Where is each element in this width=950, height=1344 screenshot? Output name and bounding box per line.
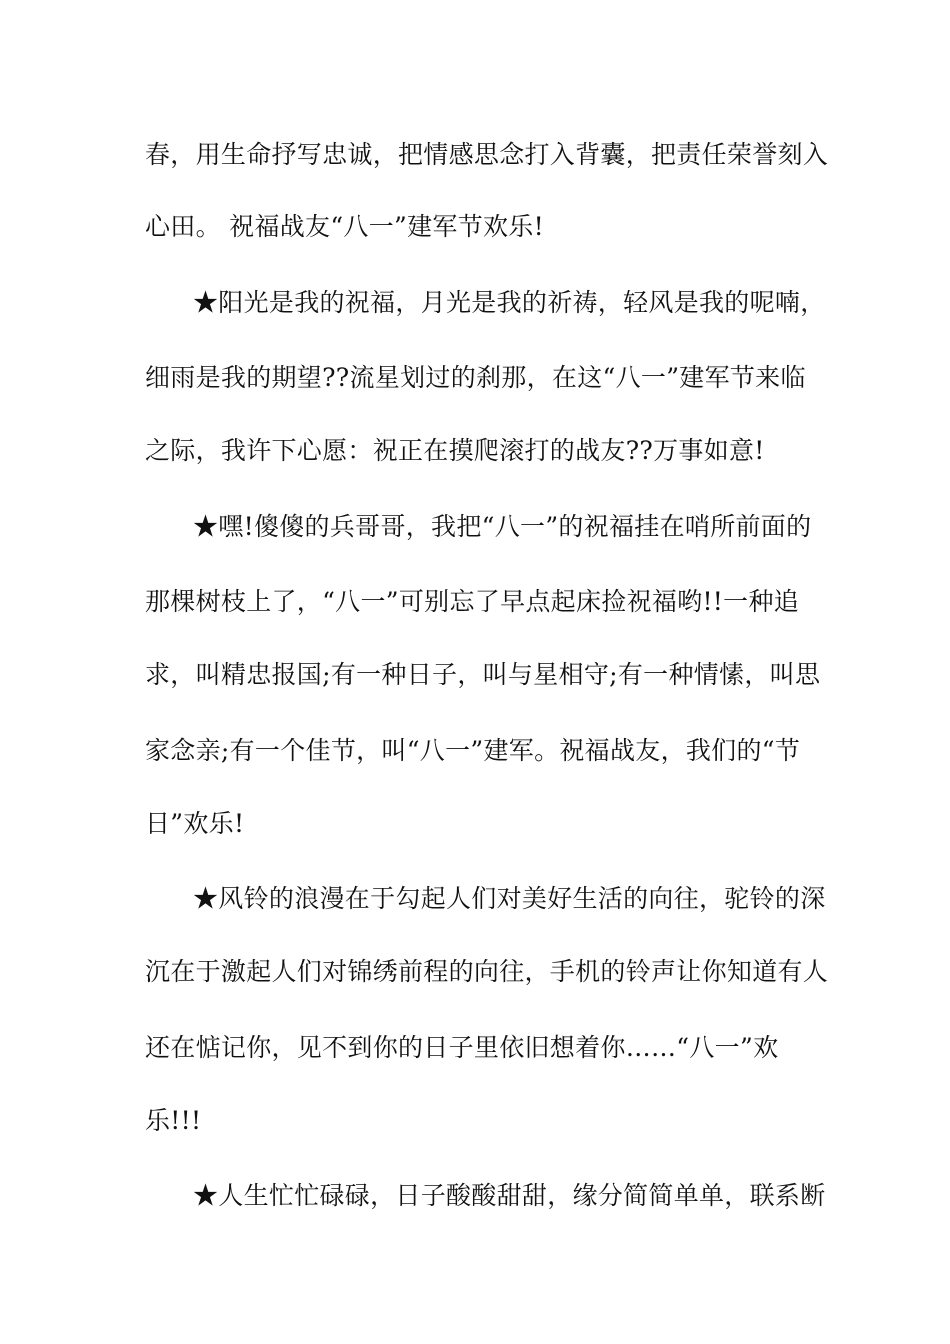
text-line-2: 心田。 祝福战友“八一”建军节欢乐!	[145, 212, 544, 241]
paragraph-soldier-line-1: ★嘿!傻傻的兵哥哥，我把“八一”的祝福挂在哨所前面的	[193, 512, 812, 541]
text-line-13: 还在惦记你，见不到你的日子里依旧想着你……“八一”欢	[145, 1033, 779, 1062]
text-line-7: 那棵树枝上了，“八一”可别忘了早点起床捡祝福哟!!一种追	[145, 587, 800, 616]
text-line-5: 之际，我许下心愿：祝正在摸爬滚打的战友??万事如意!	[145, 436, 765, 465]
text-line-9: 家念亲;有一个佳节，叫“八一”建军。祝福战友，我们的“节	[145, 736, 801, 765]
paragraph-windbell-line-1: ★风铃的浪漫在于勾起人们对美好生活的向往，驼铃的深	[193, 884, 826, 913]
text-line-10: 日”欢乐!	[145, 809, 245, 838]
paragraph-life-line-1: ★人生忙忙碌碌，日子酸酸甜甜，缘分简简单单，联系断	[193, 1181, 826, 1210]
text-line-1: 春，用生命抒写忠诚，把情感思念打入背囊，把责任荣誉刻入	[145, 140, 829, 169]
text-line-12: 沉在于激起人们对锦绣前程的向往，手机的铃声让你知道有人	[145, 957, 829, 986]
paragraph-sunshine-line-1: ★阳光是我的祝福，月光是我的祈祷，轻风是我的呢喃，	[193, 288, 826, 317]
text-line-8: 求，叫精忠报国;有一种日子，叫与星相守;有一种情愫，叫思	[145, 660, 821, 689]
text-line-14: 乐!!!	[145, 1106, 202, 1135]
text-line-4: 细雨是我的期望??流星划过的刹那，在这“八一”建军节来临	[145, 363, 806, 392]
